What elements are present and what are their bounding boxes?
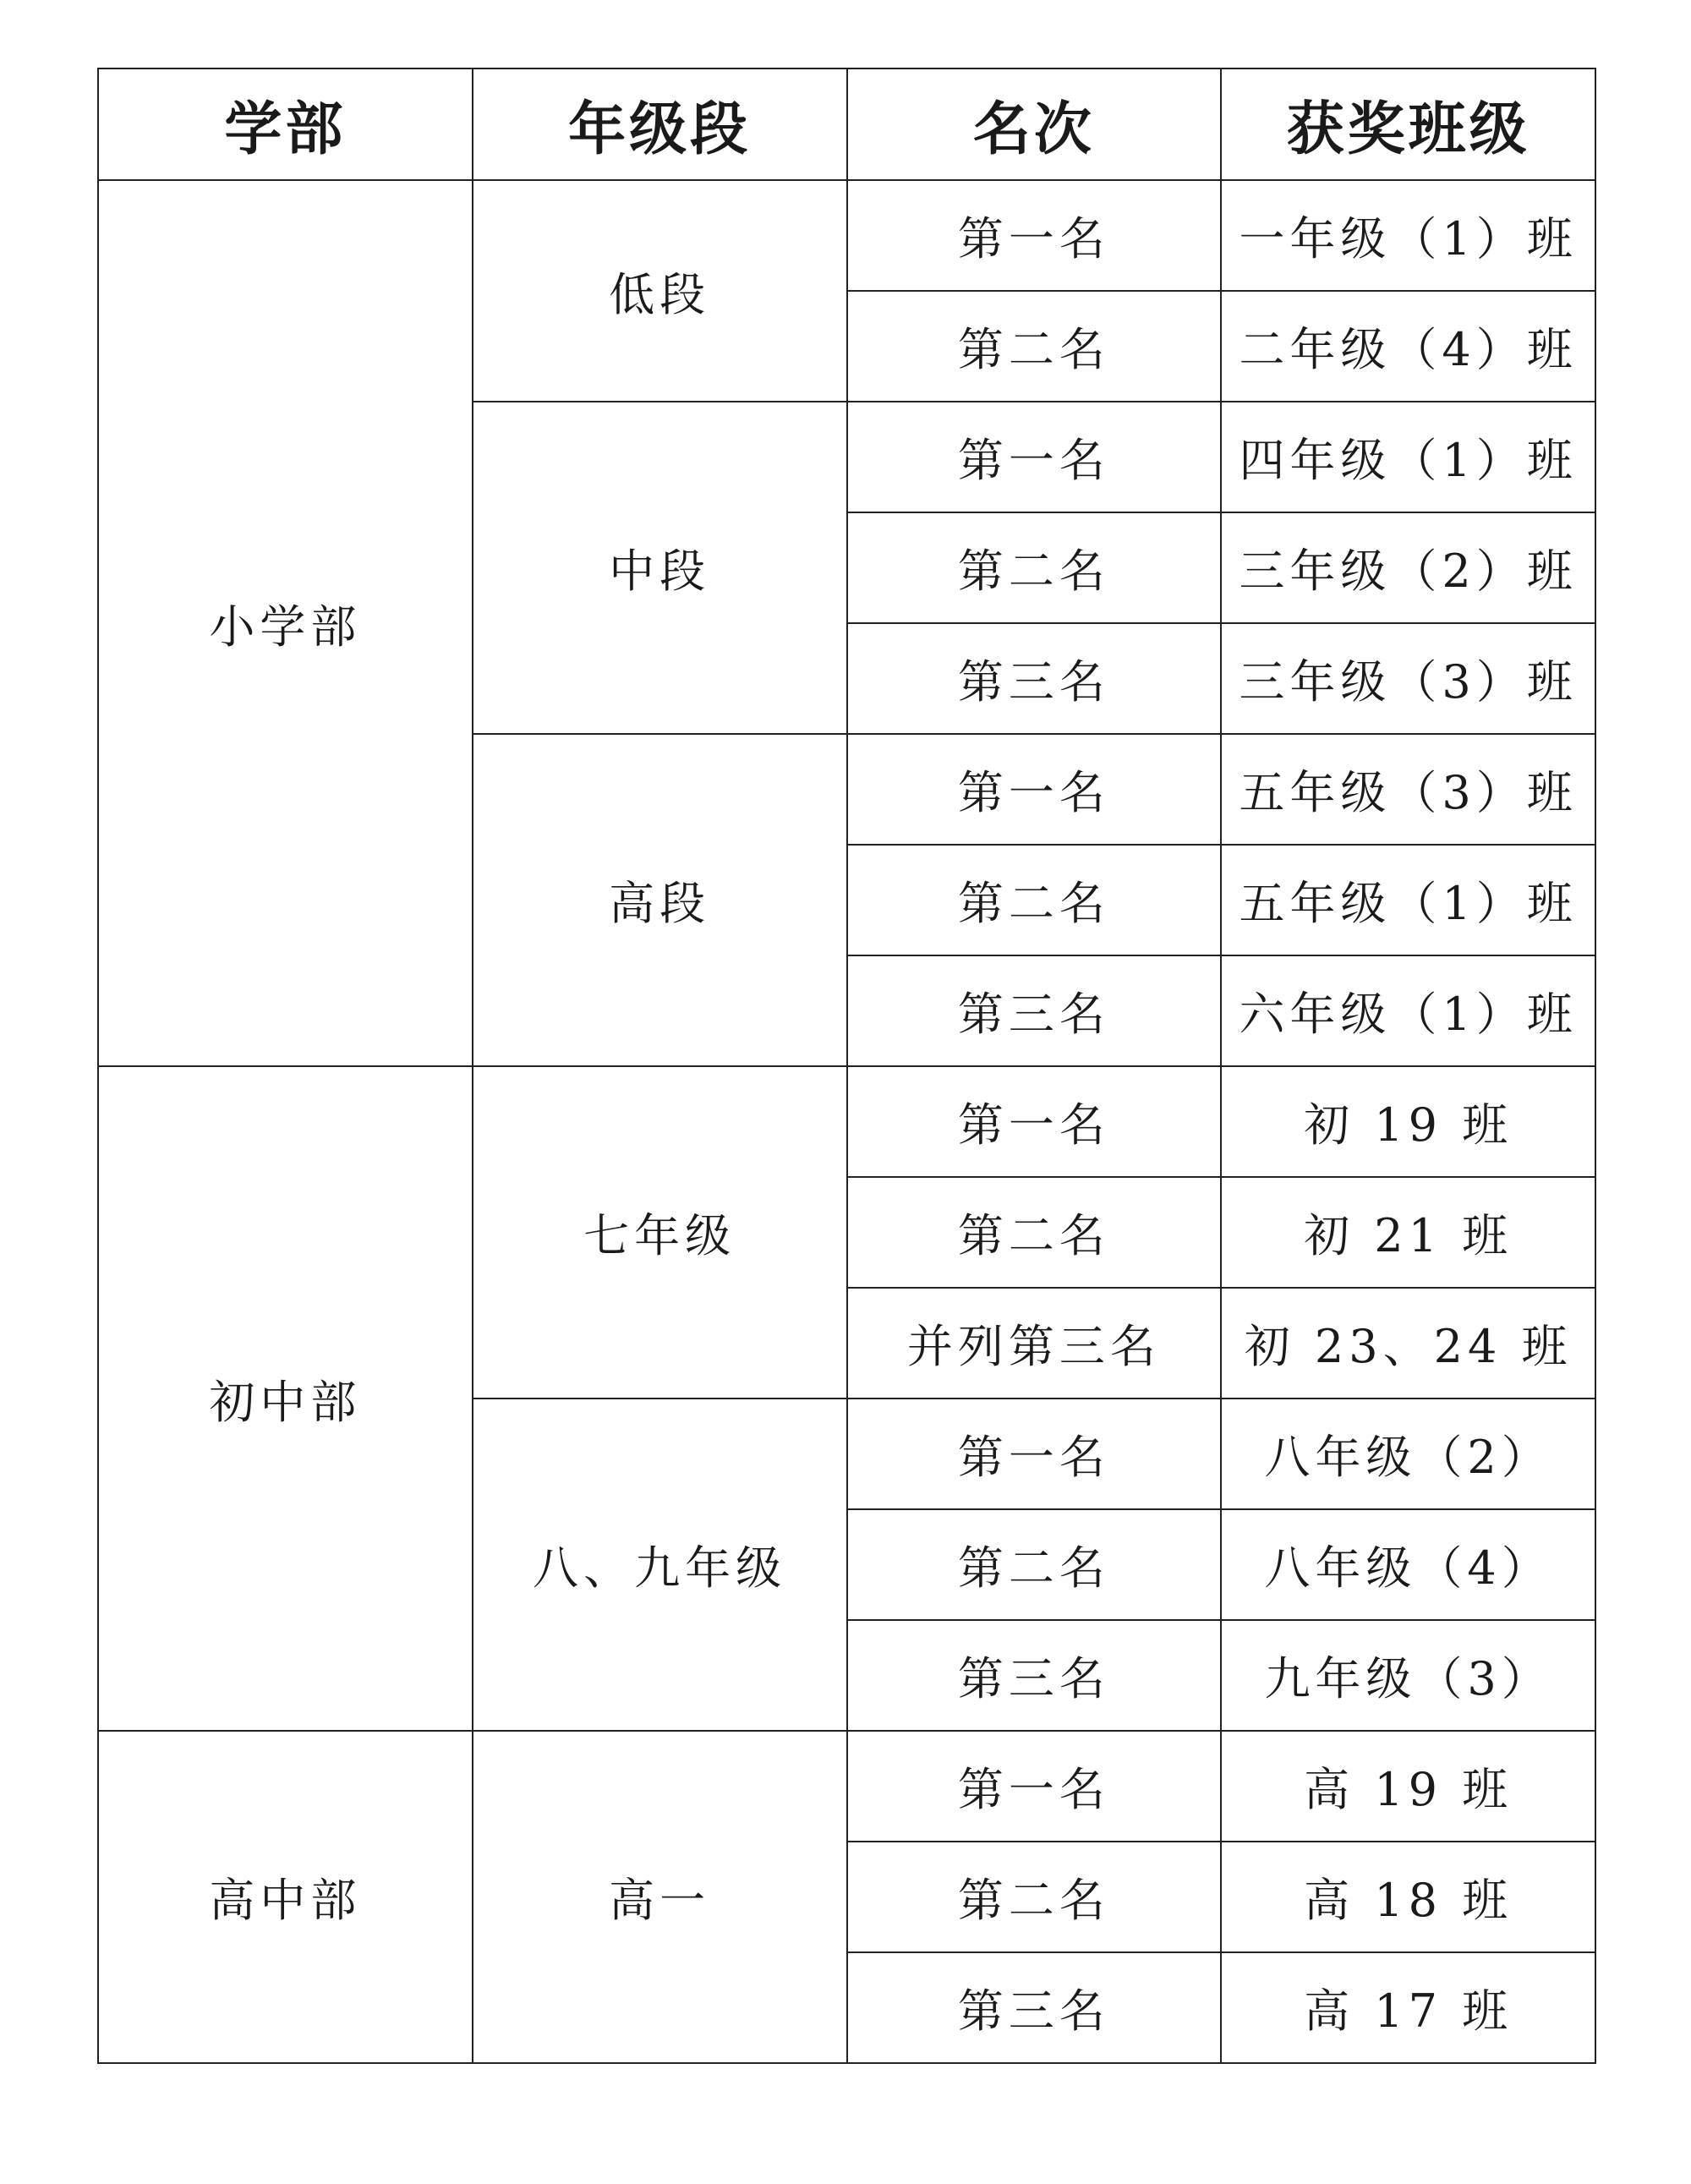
segment-cell: 高一: [473, 1731, 847, 2063]
header-row: [98, 68, 1595, 180]
table-row: [98, 180, 1595, 291]
department-cell: 初中部: [98, 1066, 473, 1731]
rank-cell: 第一名: [847, 180, 1222, 291]
class-cell: 初 19 班: [1221, 1066, 1595, 1177]
class-cell: 三年级（2）班: [1221, 512, 1595, 623]
class-cell: 六年级（1）班: [1221, 955, 1595, 1066]
rank-cell: 并列第三名: [847, 1288, 1222, 1399]
table-header: [98, 68, 1595, 180]
awards-table: [97, 68, 1596, 2064]
department-cell: 小学部: [98, 180, 473, 1066]
rank-cell: 第一名: [847, 402, 1222, 512]
segment-cell: 低段: [473, 180, 847, 402]
header-department: 学部: [98, 68, 473, 180]
class-cell: 五年级（1）班: [1221, 845, 1595, 955]
class-cell: 一年级（1）班: [1221, 180, 1595, 291]
class-cell: 五年级（3）班: [1221, 734, 1595, 845]
class-cell: 高 18 班: [1221, 1842, 1595, 1952]
rank-cell: 第二名: [847, 1509, 1222, 1620]
header-rank: 名次: [847, 68, 1222, 180]
class-cell: 高 17 班: [1221, 1952, 1595, 2063]
class-cell: 初 23、24 班: [1221, 1288, 1595, 1399]
class-cell: 初 21 班: [1221, 1177, 1595, 1288]
rank-cell: 第一名: [847, 734, 1222, 845]
table-row: [98, 1731, 1595, 1842]
class-cell: 四年级（1）班: [1221, 402, 1595, 512]
class-cell: 八年级（2）: [1221, 1399, 1595, 1509]
segment-cell: 八、九年级: [473, 1399, 847, 1731]
table-body: [98, 180, 1595, 2063]
rank-cell: 第三名: [847, 623, 1222, 734]
rank-cell: 第一名: [847, 1066, 1222, 1177]
rank-cell: 第二名: [847, 291, 1222, 402]
rank-cell: 第二名: [847, 845, 1222, 955]
rank-cell: 第一名: [847, 1399, 1222, 1509]
rank-cell: 第一名: [847, 1731, 1222, 1842]
class-cell: 八年级（4）: [1221, 1509, 1595, 1620]
segment-cell: 高段: [473, 734, 847, 1066]
class-cell: 二年级（4）班: [1221, 291, 1595, 402]
header-winning-class: 获奖班级: [1221, 68, 1595, 180]
rank-cell: 第三名: [847, 1952, 1222, 2063]
segment-cell: 七年级: [473, 1066, 847, 1399]
table-row: [98, 1066, 1595, 1177]
segment-cell: 中段: [473, 402, 847, 734]
class-cell: 高 19 班: [1221, 1731, 1595, 1842]
rank-cell: 第三名: [847, 1620, 1222, 1731]
rank-cell: 第二名: [847, 512, 1222, 623]
rank-cell: 第二名: [847, 1177, 1222, 1288]
class-cell: 九年级（3）: [1221, 1620, 1595, 1731]
header-grade-segment: 年级段: [473, 68, 847, 180]
rank-cell: 第二名: [847, 1842, 1222, 1952]
class-cell: 三年级（3）班: [1221, 623, 1595, 734]
rank-cell: 第三名: [847, 955, 1222, 1066]
department-cell: 高中部: [98, 1731, 473, 2063]
